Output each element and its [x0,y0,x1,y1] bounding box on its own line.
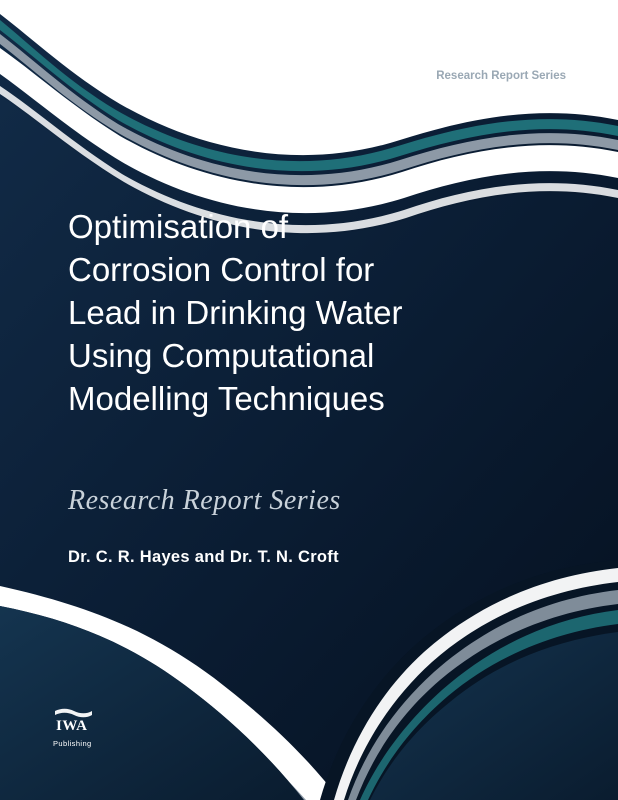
iwa-logo-icon [52,706,94,736]
title-line-5: Modelling Techniques [68,380,385,417]
title-line-3: Lead in Drinking Water [68,294,403,331]
series-name: Metals and Related Substances in Drinking Water [263,48,566,62]
series-header [263,48,566,82]
publisher-name: Publishing [53,739,92,748]
title-line-4: Using Computational [68,337,375,374]
cover-subtitle: Research Report Series [68,485,341,516]
title-line-2: Corrosion Control for [68,251,375,288]
author-names: Dr. C. R. Hayes and Dr. T. N. Croft [68,548,339,566]
page-title [68,205,538,420]
publisher-logo [52,706,94,748]
title-line-1: Optimisation of [68,208,289,245]
svg-text:IWA: IWA [56,718,88,734]
series-subtitle: Research Report Series [436,70,566,82]
